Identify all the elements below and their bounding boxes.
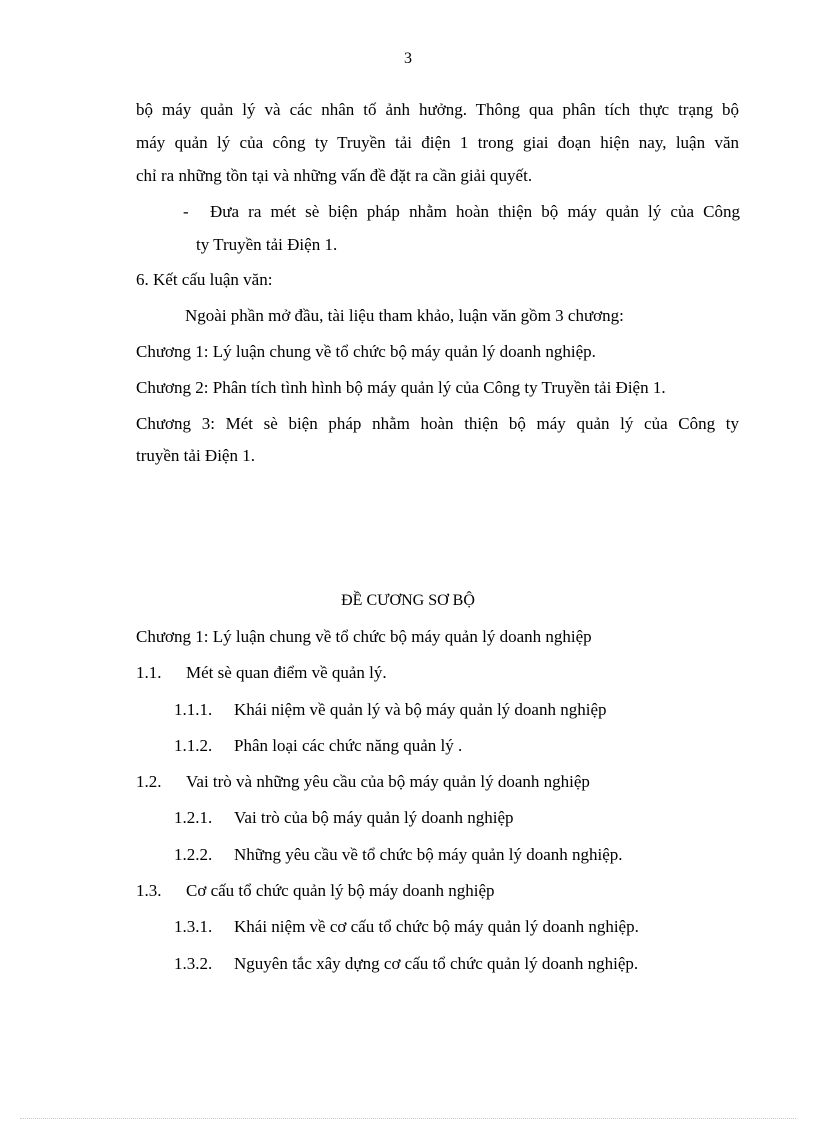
outline-item-number: 1.2.1. <box>174 808 213 827</box>
outline-chapter: Chương 1: Lý luận chung về tổ chức bộ máy quản lý doanh nghiệp <box>136 627 592 646</box>
outline-item-1-3-2 <box>174 954 638 974</box>
outline-item-number: 1.2.2. <box>174 845 213 864</box>
outline-item-number: 1.2. <box>136 772 162 791</box>
structure-heading: 6. Kết cấu luận văn: <box>136 270 273 289</box>
footer-divider <box>20 1118 796 1119</box>
outline-item-1-1-1 <box>174 700 607 720</box>
intro-line-2: máy quản lý của công ty Truyền tải điện 1 trong giai đoạn hiện nay, luận văn <box>136 133 739 152</box>
outline-item-1-2 <box>136 772 590 792</box>
page-number: 3 <box>404 50 412 67</box>
outline-item-text: Nguyên tắc xây dựng cơ cấu tổ chức quản lý doanh nghiệp. <box>234 954 639 973</box>
outline-item-1-3-1 <box>174 917 639 937</box>
outline-item-1-3 <box>136 881 495 901</box>
outline-item-text: Vai trò và những yêu cầu của bộ máy quản lý doanh nghiệp <box>186 772 590 791</box>
intro-line-1: bộ máy quản lý và các nhân tố ảnh hưởng. Thông qua phân tích thực trạng bộ <box>136 100 739 119</box>
chapter-3-line-1: Chương 3: Mét sè biện pháp nhằm hoàn thiện bộ máy quản lý của Công ty <box>136 414 739 433</box>
chapter-2-line: Chương 2: Phân tích tình hình bộ máy quản lý của Công ty Truyền tải Điện 1. <box>136 378 666 397</box>
intro-line-3: chỉ ra những tồn tại và những vấn đề đặt ra cần giải quyết. <box>136 166 533 185</box>
outline-item-text: Cơ cấu tổ chức quản lý bộ máy doanh nghiệp <box>186 881 495 900</box>
outline-title: ĐỀ CƯƠNG SƠ BỘ <box>341 592 475 609</box>
outline-item-number: 1.3. <box>136 881 162 900</box>
outline-item-text: Vai trò của bộ máy quản lý doanh nghiệp <box>234 808 514 827</box>
outline-item-number: 1.1.1. <box>174 700 213 719</box>
outline-item-number: 1.3.1. <box>174 917 213 936</box>
outline-item-1-1 <box>136 663 387 683</box>
structure-intro: Ngoài phần mở đầu, tài liệu tham khảo, luận văn gồm 3 chương: <box>185 306 624 325</box>
outline-item-text: Mét sè quan điểm về quản lý. <box>186 663 387 682</box>
outline-item-number: 1.1.2. <box>174 736 213 755</box>
outline-item-1-2-1 <box>174 808 514 828</box>
outline-item-text: Những yêu cầu về tổ chức bộ máy quản lý doanh nghiệp. <box>234 845 623 864</box>
outline-item-1-2-2 <box>174 845 623 865</box>
outline-item-number: 1.3.2. <box>174 954 213 973</box>
chapter-1-line: Chương 1: Lý luận chung về tổ chức bộ máy quản lý doanh nghiệp. <box>136 342 596 361</box>
chapter-3-line-2: truyền tải Điện 1. <box>136 446 255 465</box>
outline-item-text: Khái niệm về cơ cấu tổ chức bộ máy quản lý doanh nghiệp. <box>234 917 639 936</box>
outline-item-text: Phân loại các chức năng quản lý . <box>234 736 463 755</box>
outline-item-number: 1.1. <box>136 663 162 682</box>
bullet-line-2: ty Truyền tải Điện 1. <box>196 235 338 254</box>
outline-item-1-1-2 <box>174 736 462 756</box>
bullet-line-1: Đưa ra mét sè biện pháp nhằm hoàn thiện bộ máy quản lý của Công <box>210 202 740 221</box>
bullet-marker: - <box>183 202 189 221</box>
outline-item-text: Khái niệm về quản lý và bộ máy quản lý doanh nghiệp <box>234 700 607 719</box>
